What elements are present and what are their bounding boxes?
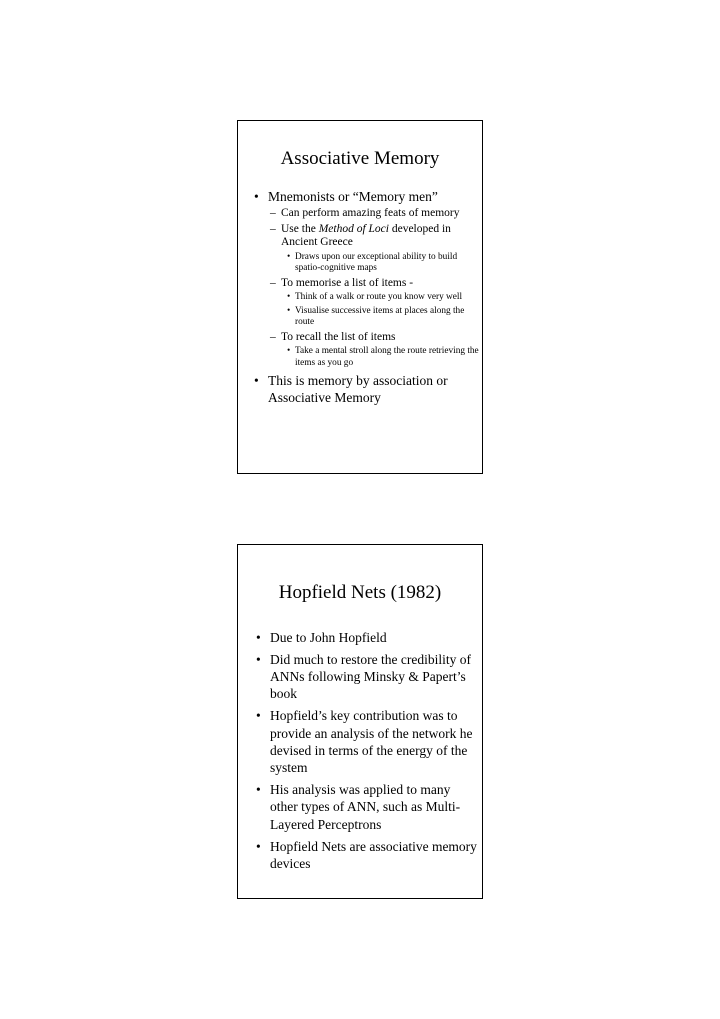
list-item-text: Think of a walk or route you know very well: [295, 292, 463, 302]
list-item: [254, 277, 482, 291]
list-item-text-post: developed in Ancient Greece: [281, 222, 451, 248]
list-item-text: Hopfield’s key contribution was to provide an analysis of the network he devised in terms of the energy of the system: [270, 708, 473, 776]
dash-icon: –: [270, 330, 276, 343]
slide-title: Hopfield Nets (1982): [278, 582, 442, 603]
slide-hopfield-nets: [237, 544, 483, 899]
list-item-text: Visualise successive items at places along the route: [295, 305, 465, 327]
list-item-text: This is memory by association or Associative Memory: [268, 373, 448, 405]
list-item-text: Take a mental stroll along the route retrieving the items as you go: [295, 346, 479, 368]
bullet-icon: •: [256, 708, 261, 724]
list-item-text: Hopfield Nets are associative memory devices: [270, 838, 477, 871]
bullet-list: [256, 629, 478, 877]
list-item: [254, 346, 482, 369]
list-item: [254, 223, 482, 250]
list-item: [256, 707, 478, 776]
bullet-icon: •: [256, 838, 261, 854]
list-item-text: Due to John Hopfield: [270, 630, 387, 645]
list-item-text: Draws upon our exceptional ability to build spatio-cognitive maps: [295, 251, 458, 273]
list-item: [256, 838, 478, 873]
bullet-icon: •: [256, 782, 261, 798]
list-item: [256, 781, 478, 833]
list-item-emphasis: Method of Loci: [318, 222, 389, 235]
list-item-text: His analysis was applied to many other types of ANN, such as Multi-Layered Perceptrons: [270, 782, 461, 832]
bullet-icon: •: [254, 189, 259, 204]
bullet-icon: •: [254, 373, 259, 388]
list-item-text-pre: Use the: [281, 222, 319, 235]
list-item: [256, 629, 478, 646]
list-item-text: Did much to restore the credibility of ANNs following Minsky & Papert’s book: [270, 651, 471, 702]
list-item: [254, 252, 482, 275]
list-item: [254, 372, 482, 406]
dot-icon: •: [287, 305, 291, 316]
list-item: [254, 207, 482, 221]
list-item-text: To memorise a list of items -: [281, 276, 414, 289]
dash-icon: –: [270, 276, 276, 289]
dot-icon: •: [287, 292, 291, 302]
dash-icon: –: [270, 222, 276, 235]
list-item: [254, 292, 482, 304]
list-item-text: Can perform amazing feats of memory: [281, 207, 460, 219]
slide-title: Associative Memory: [280, 148, 440, 169]
list-item-text: To recall the list of items: [281, 330, 396, 343]
list-item: [254, 188, 482, 205]
slide-associative-memory: [237, 120, 483, 474]
list-item-text: Mnemonists or “Memory men”: [268, 189, 438, 204]
dot-icon: •: [287, 346, 291, 356]
dash-icon: –: [270, 207, 276, 219]
bullet-list: [254, 188, 482, 406]
list-item: [254, 331, 482, 345]
dot-icon: •: [287, 251, 291, 262]
bullet-icon: •: [256, 651, 261, 667]
list-item: [256, 651, 478, 703]
bullet-icon: •: [256, 630, 261, 645]
list-item: [254, 306, 482, 329]
